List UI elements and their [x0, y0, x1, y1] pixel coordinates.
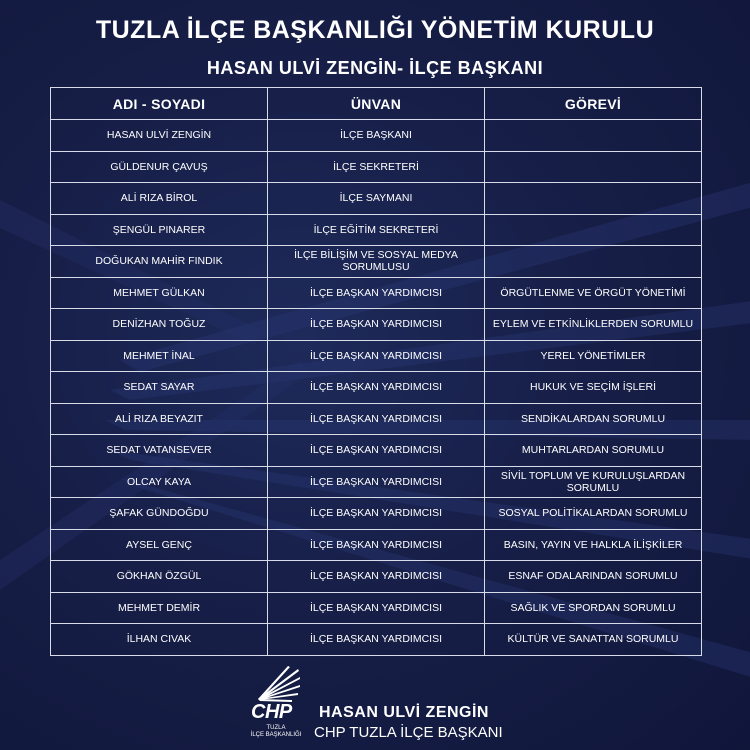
member-duty-cell: SENDİKALARDAN SORUMLU — [485, 403, 702, 435]
member-duty-cell — [485, 120, 702, 152]
table-row — [51, 120, 702, 152]
member-title-cell: İLÇE BİLİŞİM VE SOSYAL MEDYA SORUMLUSU — [268, 246, 485, 278]
page-title: TUZLA İLÇE BAŞKANLIĞI YÖNETİM KURULU — [95, 16, 655, 44]
member-name-cell: MEHMET DEMİR — [51, 592, 268, 624]
footer-role: CHP TUZLA İLÇE BAŞKANI — [314, 724, 503, 741]
member-title-cell: İLÇE BAŞKAN YARDIMCISI — [268, 592, 485, 624]
member-name-cell: ALİ RIZA BİROL — [51, 183, 268, 215]
member-name-cell: ALİ RIZA BEYAZIT — [51, 403, 268, 435]
member-duty-cell: SOSYAL POLİTİKALARDAN SORUMLU — [485, 498, 702, 530]
member-name-cell: SEDAT VATANSEVER — [51, 435, 268, 467]
table-row — [51, 340, 702, 372]
member-name-cell: MEHMET İNAL — [51, 340, 268, 372]
member-duty-cell: SAĞLIK VE SPORDAN SORUMLU — [485, 592, 702, 624]
table-row — [51, 529, 702, 561]
member-title-cell: İLÇE BAŞKAN YARDIMCISI — [268, 561, 485, 593]
member-name-cell: OLCAY KAYA — [51, 466, 268, 498]
member-title-cell: İLÇE BAŞKAN YARDIMCISI — [268, 277, 485, 309]
board-members-table — [50, 87, 702, 656]
member-title-cell: İLÇE BAŞKAN YARDIMCISI — [268, 372, 485, 404]
table-row — [51, 372, 702, 404]
member-title-cell: İLÇE SAYMANI — [268, 183, 485, 215]
table-row — [51, 592, 702, 624]
footer-name: HASAN ULVİ ZENGİN — [319, 704, 489, 721]
logo-line-ilce: İLÇE BAŞKANLIĞI — [250, 732, 302, 738]
member-title-cell: İLÇE BAŞKANI — [268, 120, 485, 152]
member-title-cell: İLÇE BAŞKAN YARDIMCISI — [268, 435, 485, 467]
table-row — [51, 466, 702, 498]
member-duty-cell — [485, 214, 702, 246]
member-title-cell: İLÇE EĞİTİM SEKRETERİ — [268, 214, 485, 246]
member-title-cell: İLÇE BAŞKAN YARDIMCISI — [268, 624, 485, 656]
column-header-title: ÜNVAN — [268, 88, 485, 120]
member-name-cell: SEDAT SAYAR — [51, 372, 268, 404]
table-body — [51, 120, 702, 656]
footer — [248, 664, 528, 748]
chp-six-arrows-logo-icon — [252, 666, 302, 702]
table-row — [51, 624, 702, 656]
member-name-cell: HASAN ULVİ ZENGİN — [51, 120, 268, 152]
member-name-cell: ŞENGÜL PINARER — [51, 214, 268, 246]
member-title-cell: İLÇE SEKRETERİ — [268, 151, 485, 183]
chp-logo — [248, 664, 308, 746]
member-name-cell: ŞAFAK GÜNDOĞDU — [51, 498, 268, 530]
table-row — [51, 403, 702, 435]
column-header-duty: GÖREVİ — [485, 88, 702, 120]
member-duty-cell: KÜLTÜR VE SANATTAN SORUMLU — [485, 624, 702, 656]
member-duty-cell: EYLEM VE ETKİNLİKLERDEN SORUMLU — [485, 309, 702, 341]
member-name-cell: DENİZHAN TOĞUZ — [51, 309, 268, 341]
member-name-cell: AYSEL GENÇ — [51, 529, 268, 561]
member-duty-cell: SİVİL TOPLUM VE KURULUŞLARDAN SORUMLU — [485, 466, 702, 498]
member-duty-cell: ESNAF ODALARINDAN SORUMLU — [485, 561, 702, 593]
member-duty-cell: HUKUK VE SEÇİM İŞLERİ — [485, 372, 702, 404]
member-duty-cell: YEREL YÖNETİMLER — [485, 340, 702, 372]
chp-logo-text: CHP — [251, 701, 292, 723]
member-title-cell: İLÇE BAŞKAN YARDIMCISI — [268, 340, 485, 372]
member-duty-cell: ÖRGÜTLENME VE ÖRGÜT YÖNETİMİ — [485, 277, 702, 309]
table-row — [51, 561, 702, 593]
table-row — [51, 277, 702, 309]
member-name-cell: GÖKHAN ÖZGÜL — [51, 561, 268, 593]
member-duty-cell: MUHTARLARDAN SORUMLU — [485, 435, 702, 467]
member-title-cell: İLÇE BAŞKAN YARDIMCISI — [268, 466, 485, 498]
table-row — [51, 214, 702, 246]
table-row — [51, 246, 702, 278]
member-name-cell: GÜLDENUR ÇAVUŞ — [51, 151, 268, 183]
member-title-cell: İLÇE BAŞKAN YARDIMCISI — [268, 403, 485, 435]
member-duty-cell — [485, 151, 702, 183]
table-row — [51, 435, 702, 467]
member-name-cell: İLHAN CIVAK — [51, 624, 268, 656]
member-title-cell: İLÇE BAŞKAN YARDIMCISI — [268, 529, 485, 561]
table-row — [51, 498, 702, 530]
member-title-cell: İLÇE BAŞKAN YARDIMCISI — [268, 498, 485, 530]
member-duty-cell — [485, 246, 702, 278]
column-header-name: ADI - SOYADI — [51, 88, 268, 120]
member-title-cell: İLÇE BAŞKAN YARDIMCISI — [268, 309, 485, 341]
table-row — [51, 183, 702, 215]
page-subtitle: HASAN ULVİ ZENGİN- İLÇE BAŞKANI — [206, 58, 544, 78]
table-row — [51, 309, 702, 341]
member-name-cell: MEHMET GÜLKAN — [51, 277, 268, 309]
table-header-row — [51, 88, 702, 120]
member-duty-cell — [485, 183, 702, 215]
table-row — [51, 151, 702, 183]
member-duty-cell: BASIN, YAYIN VE HALKLA İLİŞKİLER — [485, 529, 702, 561]
member-name-cell: DOĞUKAN MAHİR FINDIK — [51, 246, 268, 278]
logo-line-tuzla: TUZLA — [266, 725, 286, 731]
